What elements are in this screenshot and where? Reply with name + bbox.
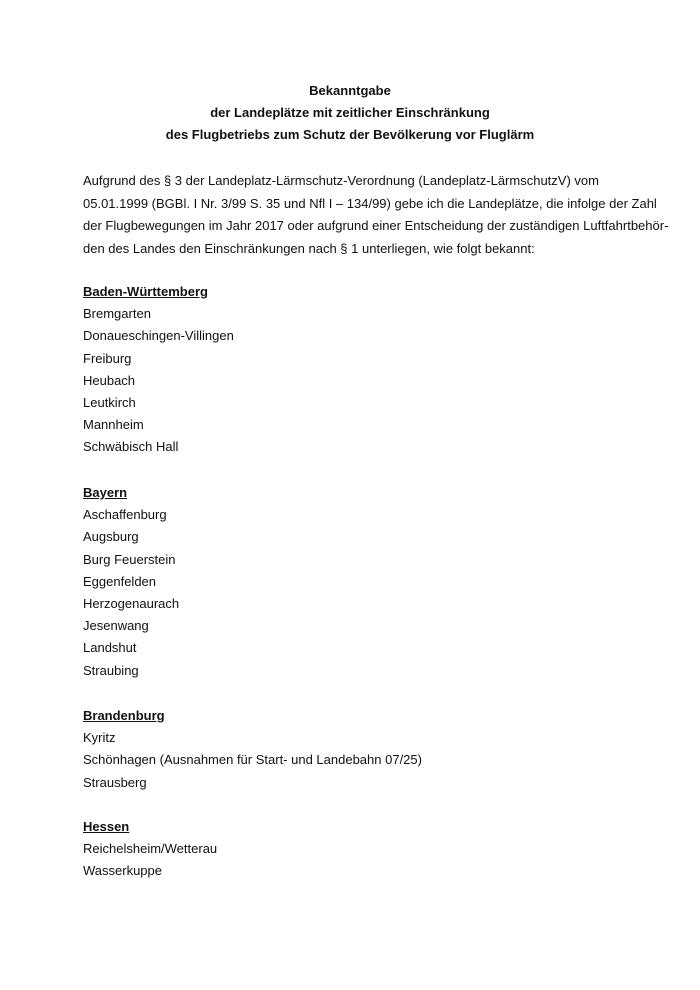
airfield-item: Leutkirch bbox=[83, 395, 136, 411]
title-line-3: des Flugbetriebs zum Schutz der Bevölkerung vor Fluglärm bbox=[165, 127, 535, 142]
airfield-item: Reichelsheim/Wetterau bbox=[83, 841, 218, 857]
airfield-item: Aschaffenburg bbox=[83, 507, 167, 523]
state-heading: Hessen bbox=[83, 819, 130, 834]
document-title bbox=[0, 80, 700, 146]
title-line-2: der Landeplätze mit zeitlicher Einschränkung bbox=[210, 105, 490, 120]
airfield-item: Burg Feuerstein bbox=[83, 551, 176, 567]
airfield-item: Kyritz bbox=[83, 730, 116, 746]
airfield-item: Schwäbisch Hall bbox=[83, 439, 179, 455]
airfield-item: Herzogenaurach bbox=[83, 596, 180, 612]
intro-line-4: den des Landes den Einschränkungen nach § 1 unterliegen, wie folgt bekannt: bbox=[83, 240, 535, 256]
airfield-item: Donaueschingen-Villingen bbox=[83, 328, 234, 344]
airfield-item: Strausberg bbox=[83, 774, 147, 790]
state-section-hessen bbox=[83, 816, 217, 883]
airfield-item: Jesenwang bbox=[83, 618, 149, 634]
intro-line-2: 05.01.1999 (BGBl. I Nr. 3/99 S. 35 und Nfl I – 134/99) gebe ich die Landeplätze, die infolge der Zahl bbox=[83, 195, 657, 211]
intro-line-3: der Flugbewegungen im Jahr 2017 oder aufgrund einer Entscheidung der zuständigen Luftfahrtbehör- bbox=[83, 218, 669, 233]
state-section-bayern bbox=[83, 482, 179, 682]
airfield-item: Wasserkuppe bbox=[83, 863, 162, 879]
airfield-item: Bremgarten bbox=[83, 306, 151, 322]
airfield-item: Mannheim bbox=[83, 417, 144, 433]
airfield-item: Eggenfelden bbox=[83, 573, 157, 589]
airfield-item: Heubach bbox=[83, 372, 136, 388]
airfield-item: Freiburg bbox=[83, 350, 132, 366]
state-section-brandenburg bbox=[83, 705, 422, 794]
airfield-item: Augsburg bbox=[83, 529, 139, 545]
airfield-item: Landshut bbox=[83, 640, 137, 656]
airfield-item: Straubing bbox=[83, 662, 139, 678]
state-section-baden-wuerttemberg bbox=[83, 281, 234, 459]
state-heading: Brandenburg bbox=[83, 708, 165, 723]
intro-line-1: Aufgrund des § 3 der Landeplatz-Lärmschutz-Verordnung (Landeplatz-LärmschutzV) vom bbox=[83, 173, 599, 188]
state-heading: Baden-Württemberg bbox=[83, 284, 208, 299]
intro-paragraph bbox=[83, 170, 669, 260]
airfield-item: Schönhagen (Ausnahmen für Start- und Landebahn 07/25) bbox=[83, 752, 422, 768]
title-line-1: Bekanntgabe bbox=[309, 83, 391, 98]
state-heading: Bayern bbox=[83, 485, 128, 500]
